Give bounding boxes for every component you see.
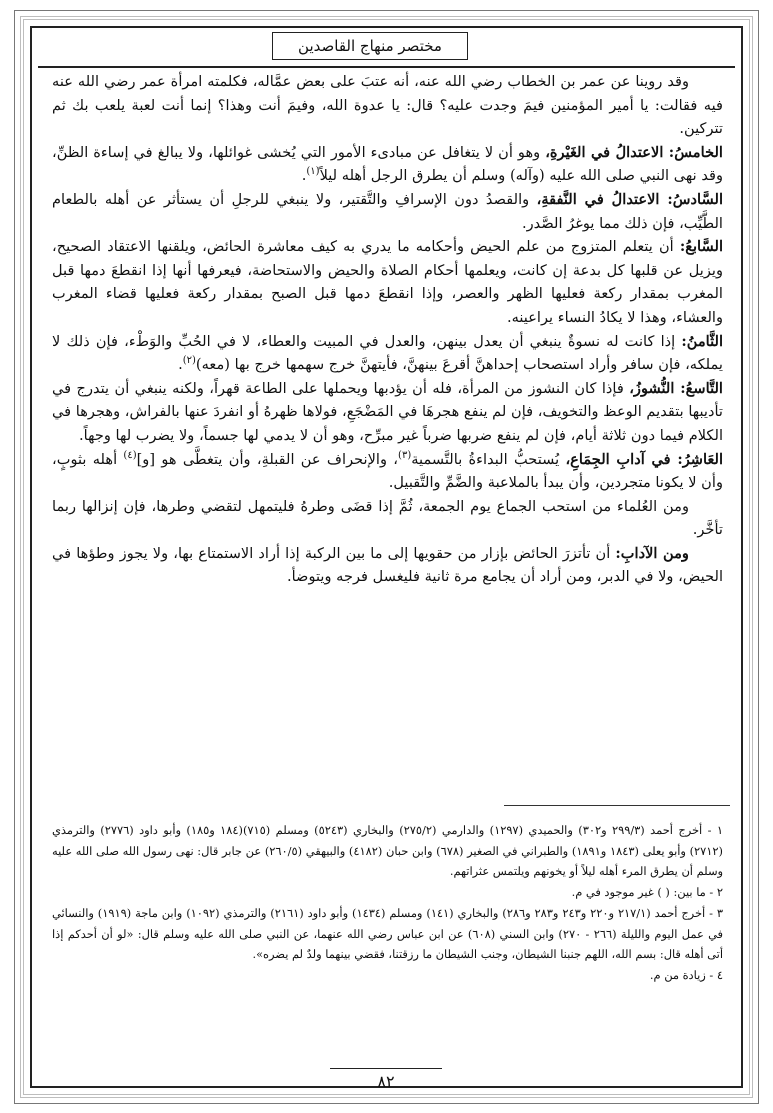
paragraph-lead: السَّادسُ: الاعتدالُ في النَّفقةِ، [536, 190, 724, 208]
footnote-ref[interactable]: (٢) [182, 355, 196, 367]
paragraph [52, 377, 723, 448]
paragraph-text: أن تأتزرَ الحائض بإزار من حقويها إلى ما بين الركبة إذا أراد الاستمتاع بها، ولا يجوز وطؤها في الحيض، ولا في الدبر، ومن أراد أن يجامع مرة ثانية فليغسل فرجه ويتوضأ. [52, 544, 723, 586]
paragraph-text: أهله بثوبٍ، وأن لا يكونا متجردين، وأن يبدأ بالملاعبة والضَّمِّ والتَّقبيل. [52, 450, 723, 492]
page-number: ٨٢ [377, 1072, 395, 1091]
paragraph-text: والقصدُ دون الإسرافِ والتَّقتير، ولا ينبغي للرجلِ أن يستأثر عن أهله بالطعام الطَّيِّب، فإن ذلك مما يوغرُ الصَّدر. [52, 190, 723, 232]
paragraph: الثَّامنُ: إذا كانت له نسوةٌ ينبغي أن يعدل بينهن، والعدل في المبيت والعطاء، لا في الحُبِّ والوَطْء، فإن ذلك لا يملكه، فإن سافر وأراد استصحاب إحداهنَّ أقرعَ بينهنَّ، فأيتهنَّ خرج سهمها خرج بها (معه)$^{(٢)}$. [52, 332, 723, 374]
paragraph-lead: التَّاسعُ: النُّشوزُ، [629, 379, 723, 397]
paragraph-text: أن يتعلم المتزوج من علم الحيض وأحكامه ما يدري به كيف معاشرة الحائض، ويلقنها الاعتقاد الصحيح، ويزيل عن قلبها كل بدعة إن كانت، ويعلمها أحكام الصلاة والحيض والاستحاضة، فيعرفها أنها إذا انقطعَ دمها قبل المغرب بمقدار ركعة فعليها الظهر والعصر، وإذا انقطعَ دمها قبل الصبح بمقدار ركعة فعليها قضاء المغرب والعشاء، وهذا لا يكادُ النساء يراعينه. [52, 238, 723, 326]
paragraph-text: يُستحبُّ البداءةُ بالتَّسمية [411, 450, 566, 468]
paragraph [52, 235, 723, 329]
footnote-separator [504, 805, 730, 806]
paragraph-text: وهو أن لا يتغافل عن مبادىء الأمور التي يُخشى غوائلها، ولا يبالغ في إساءة الظنِّ، وقد نهى النبي صلى الله عليه (وآله) وسلم أن يطرق الرجل أهله ليلاً [52, 143, 723, 185]
paragraph [52, 542, 723, 589]
footnotes [52, 820, 723, 986]
footnote: ١ - أخرج أحمد (٢٩٩/٣ و٣٠٢) والحميدي (١٢٩٧) والدارمي (٢٧٥/٢) والبخاري (٥٢٤٣) ومسلم (٧١٥)(١٨٤ و١٨٥) وأبو داود (٢٧٧٦) والترمذي (٢٧١٢) وأبو يعلى (١٨٤٣ و١٨٩١) والطبراني في الصغير (٦٧٨) وابن حبان (٤١٨٢) والبيهقي (٢٦٠/٥) عن جابر قال: نهى رسول الله صلى الله عليه وسلم أن يطرق المرء أهله ليلاً أو يخونهم ويلتمس عثراتهم. [52, 823, 724, 879]
paragraph-lead: السَّابعُ: [679, 238, 723, 256]
footnote: ٣ - أخرج أحمد (٢١٧/١ و٢٢٠ و٢٤٣ و٢٨٣ و٢٨٦) والبخاري (١٤١) ومسلم (١٤٣٤) وأبو داود (٢١٦١) والترمذي (١٠٩٢) وابن ماجة (١٩١٩) والنسائي في عمل اليوم والليلة (٢٦٦ - ٢٧٠) وابن السني (٦٠٨) عن ابن عباس رضي الله عنهما، عن النبي صلى الله عليه وسلم قال: «لو أن أحدكم إذا أتى أهله قال: بسم الله، اللهم جنبنا الشيطان، وجنب الشيطان ما رزقتنا، فقضي بينهما ولدٌ لم يضره». [52, 905, 724, 962]
paragraph [52, 70, 723, 141]
page-number-rule [330, 1068, 442, 1069]
main-text [52, 70, 723, 589]
footnote-ref[interactable]: (٤) [123, 449, 137, 461]
header-rule [38, 66, 735, 68]
book-title: مختصر منهاج القاصدين [298, 37, 442, 55]
paragraph-text: وقد روينا عن عمر بن الخطاب رضي الله عنه، أنه عتبَ على بعض عمَّاله، فكلمته امرأة عمر رضي الله عنه فيه فقالت: يا أمير المؤمنين فيمَ وجدت عليه؟ قال: يا عدوة الله، وفيمَ أنت وهذا؟ إنما أنت لعبة يلعب بك ثم تتركين. [52, 73, 723, 138]
paragraph-text: ، والإنحراف عن القبلةِ، وأن يتغطَّى هو [و] [136, 450, 399, 468]
paragraph: الخامسُ: الاعتدالُ في الغَيْرةِ، وهو أن لا يتغافل عن مبادىء الأمور التي يُخشى غوائلها، ولا يبالغ في إساءة الظنِّ، وقد نهى النبي صلى الله عليه (وآله) وسلم أن يطرق الرجل أهله ليلاً$^{(١)}$. [52, 143, 723, 185]
footnote: ٢ - ما بين: ( ) غير موجود في م. [571, 885, 723, 900]
footnote-ref[interactable]: (٣) [398, 449, 412, 461]
paragraph [52, 188, 723, 235]
paragraph [52, 495, 723, 542]
paragraph-text: فإذا كان النشوز من المرأة، فله أن يؤدبها ويحملها على الطاعة قهراً، ولكنه ينبغي أن يتدرج في تأديبها بتقديم الوعظ والتخويف، فإن لم ينفع هجرهَا في المَضْجَعِ، فولاها ظهرهُ أو انفردَ عنها بالفراش، وهجرها في الكلام فيما دون ثلاثة أيام، فإن لم ينفع ضربها ضرباً غير مبرِّح، وهو أن لا يدمي لها جسماً، ولا يضرب لها وجهاً. [52, 379, 723, 444]
paragraph-lead: الخامسُ: الاعتدالُ في الغَيْرةِ، [545, 143, 723, 161]
paragraph-text: إذا كانت له نسوةٌ ينبغي أن يعدل بينهن، والعدل في المبيت والعطاء، لا في الحُبِّ والوَطْء، فإن ذلك لا يملكه، فإن سافر وأراد استصحاب إحداهنَّ أقرعَ بينهنَّ، فأيتهنَّ خرج سهمها خرج بها (معه) [52, 332, 723, 374]
running-header [272, 32, 468, 60]
paragraph-lead: ومن الآدابِ: [615, 544, 689, 562]
paragraph-lead: العَاشِرُ: في آدابِ الجِمَاعِ، [565, 450, 723, 468]
paragraph-text: ومن العُلماء من استحب الجماع يوم الجمعة، ثُمَّ إذا قضَى وطرهُ فليتمهل لتقضي وطرها، فإن إنزالها ربما تأخَّر. [52, 497, 723, 539]
paragraph-lead: الثَّامنُ: [681, 332, 723, 350]
paragraph [52, 448, 723, 495]
footnote: ٤ - زيادة من م. [649, 967, 723, 982]
footnote-ref[interactable]: (١) [306, 166, 320, 178]
